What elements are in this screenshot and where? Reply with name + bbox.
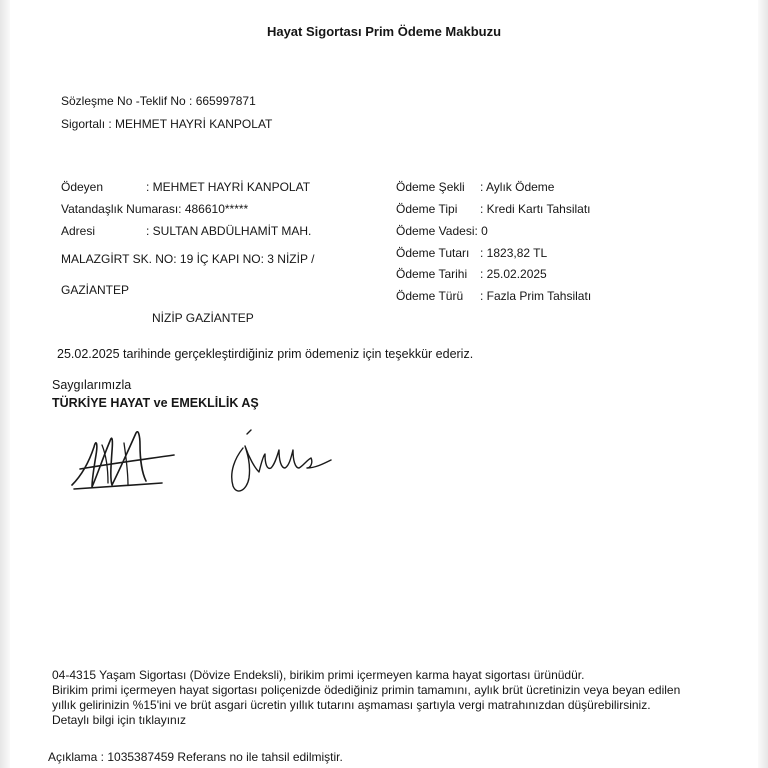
address-line-3: GAZİANTEP xyxy=(61,283,130,297)
payment-date-value: : 25.02.2025 xyxy=(480,267,547,281)
tax-info-line-1: Birikim primi içermeyen hayat sigortası poliçenizde ödediğiniz primin tamamını, aylık brüt ücretinizin veya beyan edilen xyxy=(52,683,681,697)
payment-method-value: : Aylık Ödeme xyxy=(480,180,555,194)
payment-type-value: : Kredi Kartı Tahsilatı xyxy=(480,202,591,216)
regards-text: Saygılarımızla xyxy=(52,378,132,392)
page-right-edge xyxy=(758,0,768,768)
payment-method-label: Ödeme Şekli xyxy=(396,180,465,194)
address-value: : SULTAN ABDÜLHAMİT MAH. xyxy=(146,224,312,238)
signature-1-image xyxy=(62,425,187,500)
payment-amount-value: : 1823,82 TL xyxy=(480,246,548,260)
thank-you-message: 25.02.2025 tarihinde gerçekleştirdiğiniz prim ödemeniz için teşekkür ederiz. xyxy=(57,347,474,361)
signature-2-image xyxy=(225,428,340,500)
contract-number: Sözleşme No -Teklif No : 665997871 xyxy=(61,94,256,108)
address-label: Adresi xyxy=(61,224,96,238)
payer-value: : MEHMET HAYRİ KANPOLAT xyxy=(146,180,311,194)
payment-amount-label: Ödeme Tutarı xyxy=(396,246,470,260)
page-left-edge xyxy=(0,0,10,768)
payment-kind-value: : Fazla Prim Tahsilatı xyxy=(480,289,592,303)
payment-note: Açıklama : 1035387459 Referans no ile tahsil edilmiştir. xyxy=(48,750,343,764)
national-id: Vatandaşlık Numarası: 486610***** xyxy=(61,202,249,216)
payer-label: Ödeyen xyxy=(61,180,104,194)
address-line-4: NİZİP GAZİANTEP xyxy=(152,311,254,325)
insured-name: Sigortalı : MEHMET HAYRİ KANPOLAT xyxy=(61,117,273,131)
tax-info-line-2: yıllık gelirinizin %15'ini ve brüt asgari ücretin yıllık tutarını aşmaması şartıyla vergi matrahınızdan düşürebilirsiniz. xyxy=(52,698,651,712)
payment-type-label: Ödeme Tipi xyxy=(396,202,458,216)
document-title: Hayat Sigortası Prim Ödeme Makbuzu xyxy=(266,24,502,39)
payment-date-label: Ödeme Tarihi xyxy=(396,267,468,281)
product-description: 04-4315 Yaşam Sigortası (Dövize Endeksli), birikim primi içermeyen karma hayat sigortası ürünüdür. xyxy=(52,668,585,682)
payment-due: Ödeme Vadesi: 0 xyxy=(396,224,488,238)
company-name: TÜRKİYE HAYAT ve EMEKLİLİK AŞ xyxy=(52,396,259,410)
details-link[interactable]: Detaylı bilgi için tıklayınız xyxy=(52,713,187,727)
address-line-2: MALAZGİRT SK. NO: 19 İÇ KAPI NO: 3 NİZİP / xyxy=(61,252,315,266)
payment-kind-label: Ödeme Türü xyxy=(396,289,464,303)
